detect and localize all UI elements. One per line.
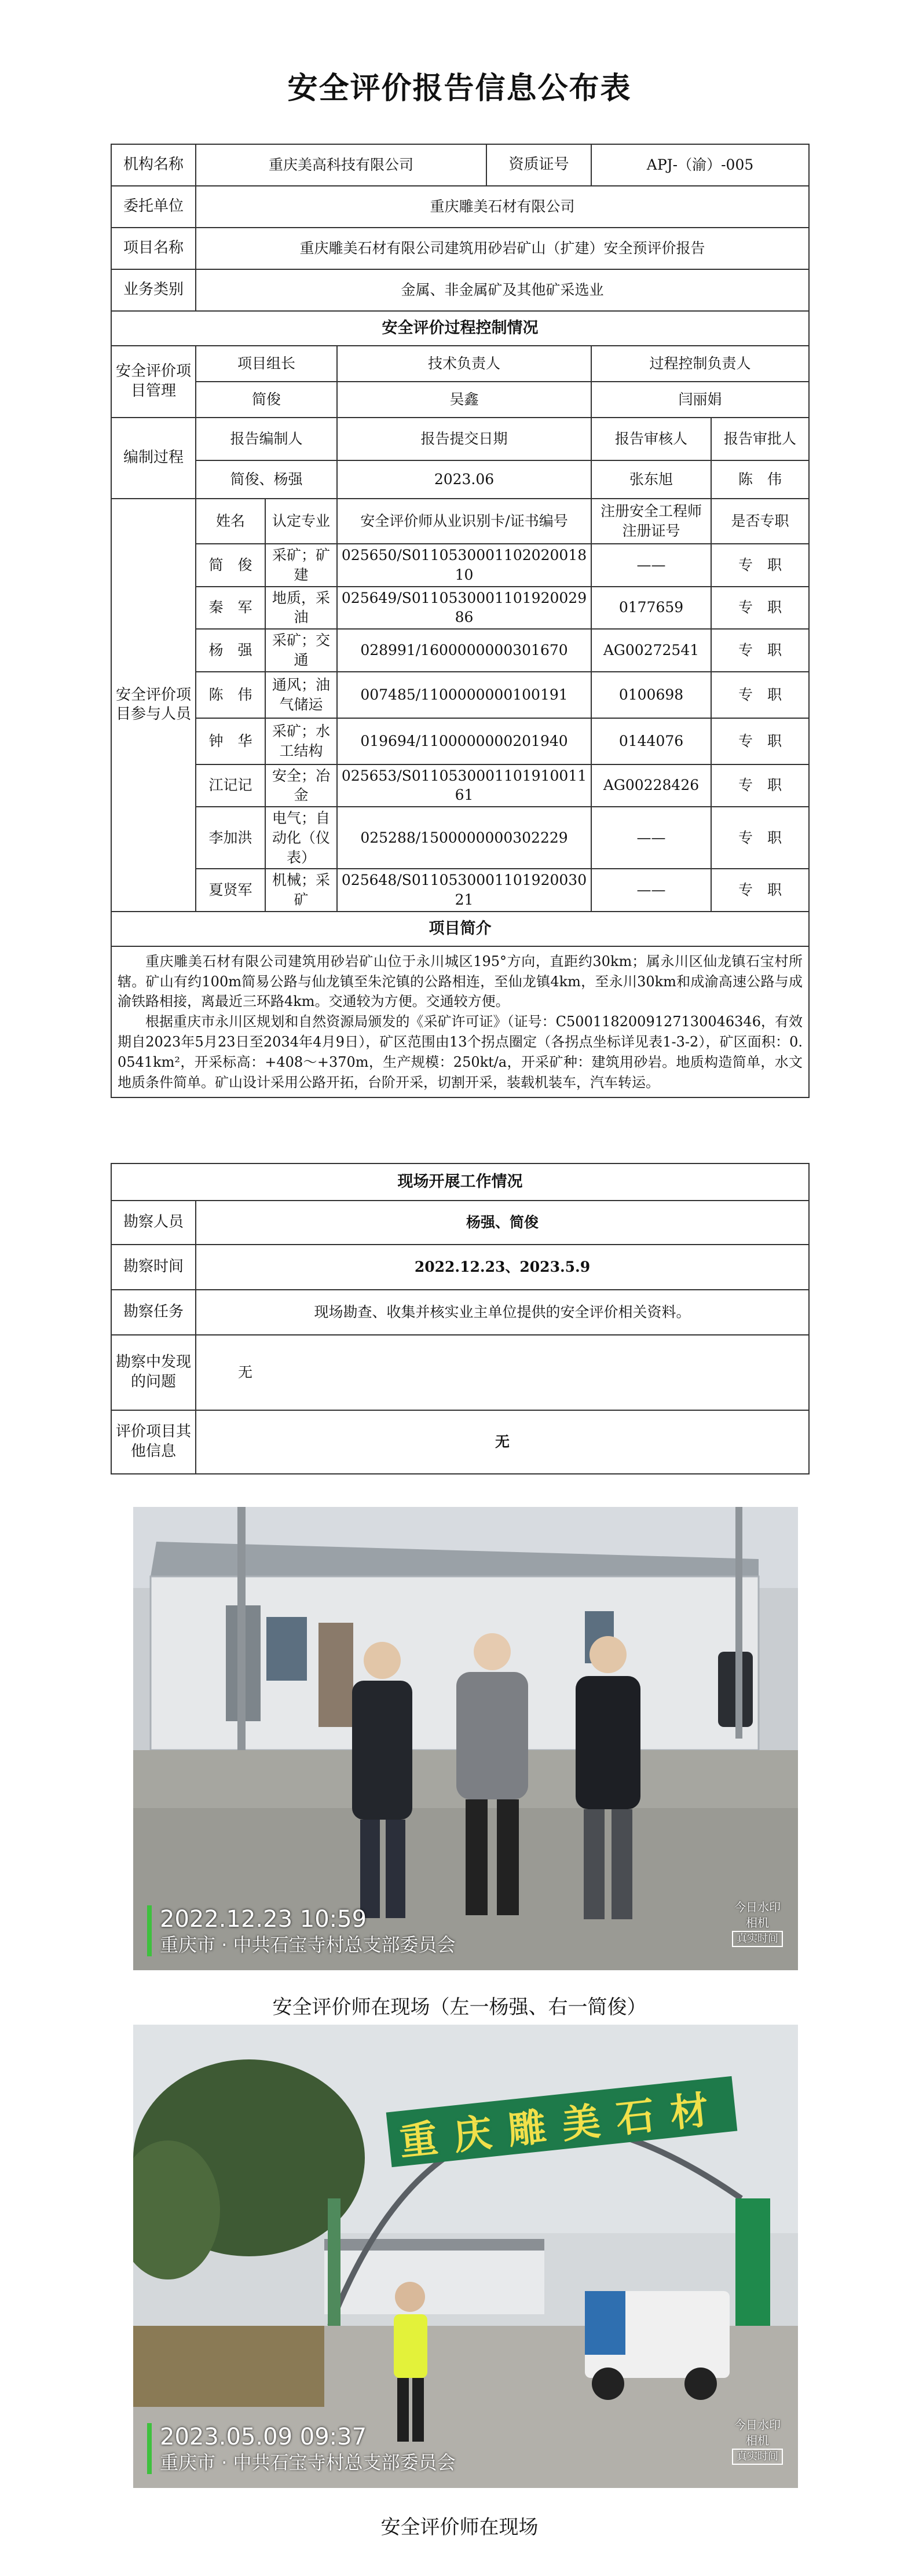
- staff-name: 简 俊: [196, 544, 265, 587]
- business-value: 金属、非金属矿及其他矿采选业: [196, 269, 809, 311]
- staff-name: 江记记: [196, 764, 265, 807]
- staff-reg: 0100698: [591, 672, 711, 718]
- staff-fulltime: 专 职: [711, 764, 809, 807]
- org-value: 重庆美高科技有限公司: [196, 144, 486, 186]
- site-photo-1-image: [133, 1507, 798, 1970]
- staff-reg: ——: [591, 869, 711, 912]
- photo-1-watermark: [147, 1905, 456, 1956]
- submit-date: 2023.06: [337, 460, 591, 499]
- site-work-table: [111, 1163, 810, 1474]
- stamp-real-time: 真实时间: [732, 1931, 783, 1947]
- client-label: 委托单位: [111, 186, 196, 228]
- site-issue-value: 无: [196, 1335, 809, 1410]
- staff-header: 姓名: [196, 499, 265, 544]
- project-value: 重庆雕美石材有限公司建筑用砂岩矿山（扩建）安全预评价报告: [196, 228, 809, 269]
- staff-row: [111, 544, 809, 587]
- staff-name: 秦 军: [196, 587, 265, 630]
- compiler-value: 简俊、杨强: [196, 460, 337, 499]
- compile-label: 编制过程: [111, 418, 196, 499]
- site-staff-label: 勘察人员: [111, 1201, 196, 1245]
- staff-row: [111, 718, 809, 764]
- staff-major: 采矿；矿建: [265, 544, 337, 587]
- staff-row: [111, 807, 809, 869]
- staff-id: 025653/S011053000110191001161: [337, 764, 591, 807]
- staff-name: 陈 伟: [196, 672, 265, 718]
- staff-id: 028991/1600000000301670: [337, 629, 591, 672]
- reviewer-value: 张东旭: [591, 460, 711, 499]
- staff-name: 杨 强: [196, 629, 265, 672]
- control-value: 闫丽娟: [591, 382, 809, 418]
- staff-name: 夏贤军: [196, 869, 265, 912]
- photo-1-stamp: [732, 1900, 783, 1947]
- staff-row: [111, 587, 809, 630]
- staff-reg: 0177659: [591, 587, 711, 630]
- tech-value: 吴鑫: [337, 382, 591, 418]
- photo-1-caption: 安全评价师在现场（左一杨强、右一简俊）: [272, 1996, 647, 2019]
- staff-major: 采矿；交通: [265, 629, 337, 672]
- business-label: 业务类别: [111, 269, 196, 311]
- staff-header: 认定专业: [265, 499, 337, 544]
- site-time-value: 2022.12.23、2023.5.9: [196, 1245, 809, 1290]
- staff-id: 025288/1500000000302229: [337, 807, 591, 869]
- site-other-value: 无: [196, 1410, 809, 1474]
- photo-1-timestamp: 2022.12.23 10:59: [160, 1906, 367, 1933]
- compiler-header: 报告编制人: [196, 418, 337, 460]
- site-other-label: 评价项目其他信息: [111, 1410, 196, 1474]
- staff-fulltime: 专 职: [711, 544, 809, 587]
- photo-2-watermark: [147, 2423, 456, 2474]
- photo-2-caption: 安全评价师在现场: [380, 2516, 539, 2539]
- site-time-label: 勘察时间: [111, 1245, 196, 1290]
- leader-header: 项目组长: [196, 346, 337, 382]
- site-title: 现场开展工作情况: [111, 1163, 809, 1201]
- staff-row: [111, 629, 809, 672]
- staff-id: 025649/S011053000110192002986: [337, 587, 591, 630]
- approver-value: 陈 伟: [711, 460, 809, 499]
- leader-value: 简俊: [196, 382, 337, 418]
- staff-major: 采矿；水工结构: [265, 718, 337, 764]
- staff-reg: AG00272541: [591, 629, 711, 672]
- staff-major: 机械；采矿: [265, 869, 337, 912]
- site-photo-2: [133, 2025, 798, 2488]
- approver-header: 报告审批人: [711, 418, 809, 460]
- staff-row: [111, 869, 809, 912]
- stamp-app-name: 今日水印: [734, 2417, 781, 2432]
- site-staff-value: 杨强、简俊: [196, 1201, 809, 1245]
- reviewer-header: 报告审核人: [591, 418, 711, 460]
- staff-header: 注册安全工程师注册证号: [591, 499, 711, 544]
- staff-fulltime: 专 职: [711, 718, 809, 764]
- staff-id: 007485/1100000000100191: [337, 672, 591, 718]
- intro-paragraph: 重庆雕美石材有限公司建筑用砂岩矿山位于永川城区195°方向，直距约30km；属永川区仙龙镇石宝村所辖。矿山有约100m简易公路与仙龙镇至朱沱镇的公路相连，至仙龙镇4km，至永川30km和成渝高速公路与成渝铁路相接，离最近三环路4km。交通较为方便。交通较方便。: [118, 953, 803, 1010]
- staff-name: 钟 华: [196, 718, 265, 764]
- staff-major: 通风；油气储运: [265, 672, 337, 718]
- page-title: 安全评价报告信息公布表: [287, 71, 632, 106]
- site-photo-1: [133, 1507, 798, 1970]
- staff-row: [111, 764, 809, 807]
- control-header: 过程控制负责人: [591, 346, 809, 382]
- staff-major: 地质，采油: [265, 587, 337, 630]
- mgmt-label: 安全评价项目管理: [111, 346, 196, 418]
- client-value: 重庆雕美石材有限公司: [196, 186, 809, 228]
- submit-header: 报告提交日期: [337, 418, 591, 460]
- stamp-app-name: 今日水印: [734, 1900, 781, 1914]
- cert-value: APJ-（渝）-005: [591, 144, 809, 186]
- site-task-label: 勘察任务: [111, 1290, 196, 1335]
- staff-reg: 0144076: [591, 718, 711, 764]
- intro-text: [111, 946, 809, 1098]
- process-section-title: 安全评价过程控制情况: [111, 311, 809, 346]
- photo-1-location: 重庆市 · 中共石宝寺村总支部委员会: [160, 1934, 456, 1956]
- intro-paragraph: 根据重庆市永川区规划和自然资源局颁发的《采矿许可证》（证号：C5001182009127130046346，有效期自2023年5月23日至2034年4月9日），矿区范围由13个拐点圈定（各拐点坐标详见表1-3-2），矿区面积：0.0541km²，开采标高：+408～+370m，生产规模：250kt/a，开采矿种：建筑用砂岩。地质构造简单，水文地质条件简单。矿山设计采用公路开拓，台阶开采，切割开采，装载机装车，汽车转运。: [118, 1013, 803, 1091]
- staff-major: 电气；自动化（仪表）: [265, 807, 337, 869]
- site-task-value: 现场勘查、收集并核实业主单位提供的安全评价相关资料。: [196, 1290, 809, 1335]
- project-label: 项目名称: [111, 228, 196, 269]
- stamp-camera: 相机: [746, 2433, 769, 2447]
- staff-label: 安全评价项目参与人员: [111, 499, 196, 912]
- site-issue-label: 勘察中发现的问题: [111, 1335, 196, 1410]
- staff-header: 是否专职: [711, 499, 809, 544]
- staff-reg: ——: [591, 544, 711, 587]
- staff-name: 李加洪: [196, 807, 265, 869]
- staff-fulltime: 专 职: [711, 869, 809, 912]
- tech-header: 技术负责人: [337, 346, 591, 382]
- intro-title: 项目简介: [111, 912, 809, 946]
- staff-reg: AG00228426: [591, 764, 711, 807]
- report-info-table: [111, 144, 810, 1098]
- photo-2-location: 重庆市 · 中共石宝寺村总支部委员会: [160, 2451, 456, 2473]
- photo-2-stamp: [732, 2417, 783, 2465]
- staff-major: 安全；冶金: [265, 764, 337, 807]
- staff-reg: ——: [591, 807, 711, 869]
- staff-id: 025648/S011053000110192003021: [337, 869, 591, 912]
- staff-fulltime: 专 职: [711, 629, 809, 672]
- staff-fulltime: 专 职: [711, 807, 809, 869]
- staff-id: 025650/S011053000110202001810: [337, 544, 591, 587]
- staff-row: [111, 672, 809, 718]
- stamp-camera: 相机: [746, 1915, 769, 1930]
- stamp-real-time: 真实时间: [732, 2449, 783, 2465]
- staff-header: 安全评价师从业识别卡/证书编号: [337, 499, 591, 544]
- photo-2-timestamp: 2023.05.09 09:37: [160, 2424, 367, 2450]
- arch-sign: 重庆雕美石材: [386, 2076, 738, 2167]
- staff-fulltime: 专 职: [711, 672, 809, 718]
- org-label: 机构名称: [111, 144, 196, 186]
- staff-fulltime: 专 职: [711, 587, 809, 630]
- staff-id: 019694/1100000000201940: [337, 718, 591, 764]
- cert-label: 资质证号: [486, 144, 591, 186]
